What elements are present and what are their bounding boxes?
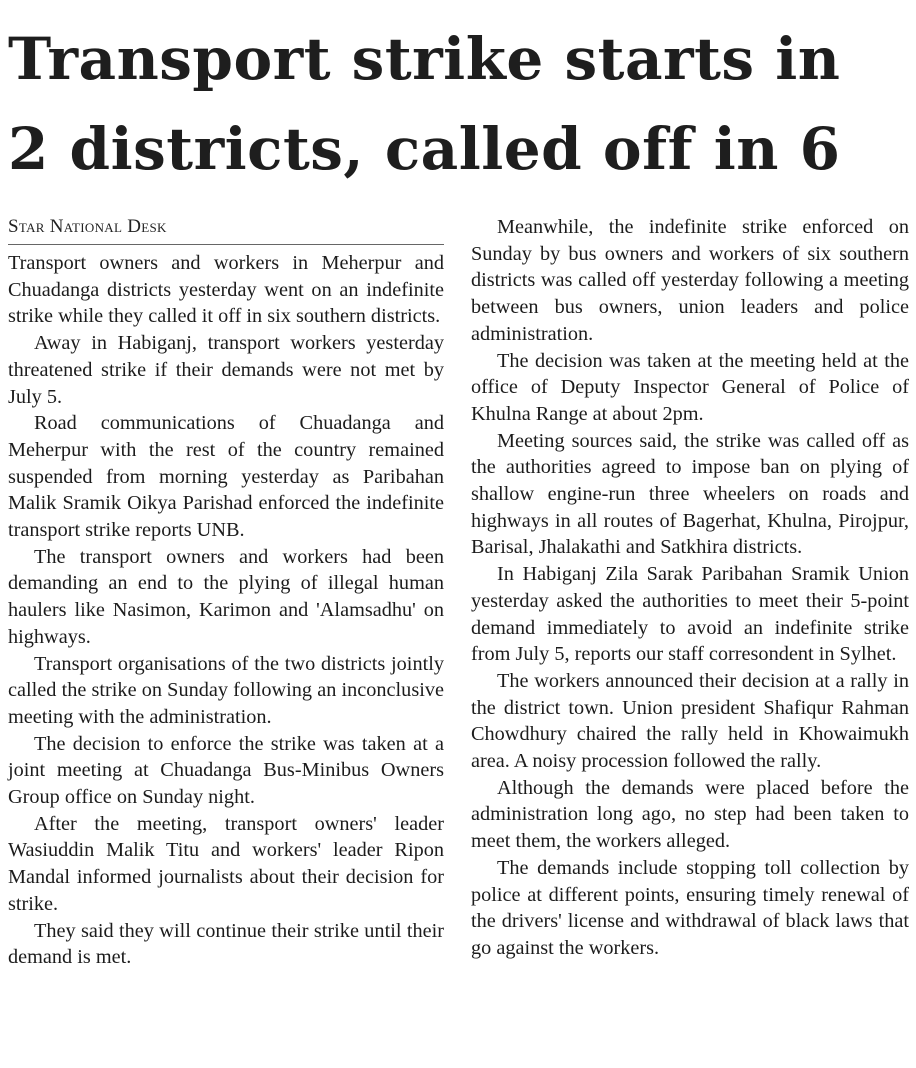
paragraph: Road communications of Chuadanga and Meherpur with the rest of the country remained suspended from morning yesterday as Paribahan Malik Sramik Oikya Parishad enforced the indefinite transport strike reports UNB. — [8, 412, 444, 542]
paragraph: Transport owners and workers in Meherpur and Chuadanga districts yesterday went on an indefinite strike while they called it off in six southern districts. — [8, 252, 444, 328]
paragraph: Transport organisations of the two districts jointly called the strike on Sunday following an inconclusive meeting with the administration. — [8, 652, 444, 728]
byline-rule — [8, 244, 444, 245]
paragraph: In Habiganj Zila Sarak Paribahan Sramik Union yesterday asked the authorities to meet their 5-point demand immediately to avoid an indefinite strike from July 5, reports our staff corresondent in Sylhet. — [471, 563, 909, 666]
left-column — [8, 214, 444, 971]
byline: Star National Desk — [8, 216, 167, 237]
paragraph: After the meeting, transport owners' leader Wasiuddin Malik Titu and workers' leader Ripon Mandal informed journalists about their decision for strike. — [8, 812, 444, 915]
paragraph: The workers announced their decision at a rally in the district town. Union president Shafiqur Rahman Chowdhury chaired the rally held in Khowaimukh area. A noisy procession followed the rally. — [471, 669, 909, 773]
paragraph: The decision to enforce the strike was taken at a joint meeting at Chuadanga Bus-Minibus Owners Group office on Sunday night. — [8, 732, 444, 809]
paragraph: Meeting sources said, the strike was called off as the authorities agreed to impose ban on plying of shallow engine-run three wheelers on roads and highways in all routes of Bagerhat, Khulna, Pirojpur, Barisal, Jhalakathi and Satkhira districts. — [471, 429, 909, 559]
paragraph: Meanwhile, the indefinite strike enforced on Sunday by bus owners and workers of six southern districts was called off yesterday following a meeting between bus owners, union leaders and police administration. — [471, 216, 909, 345]
paragraph: The transport owners and workers had been demanding an end to the plying of illegal human haulers like Nasimon, Karimon and 'Alamsadhu' on highways. — [8, 545, 444, 648]
headline — [8, 14, 912, 194]
headline-line-2: 2 districts, called off in 6 — [8, 115, 841, 183]
headline-line-1: Transport strike starts in — [8, 25, 841, 93]
paragraph: Away in Habiganj, transport workers yesterday threatened strike if their demands were not met by July 5. — [8, 332, 444, 408]
paragraph: The demands include stopping toll collection by police at different points, ensuring timely renewal of the drivers' license and withdrawal of black laws that go against the workers. — [471, 856, 909, 959]
paragraph: The decision was taken at the meeting held at the office of Deputy Inspector General of Police of Khulna Range at about 2pm. — [471, 349, 909, 425]
paragraph: They said they will continue their strike until their demand is met. — [8, 919, 444, 969]
right-column — [471, 214, 909, 962]
paragraph: Although the demands were placed before the administration long ago, no step had been taken to meet them, the workers alleged. — [471, 776, 909, 853]
